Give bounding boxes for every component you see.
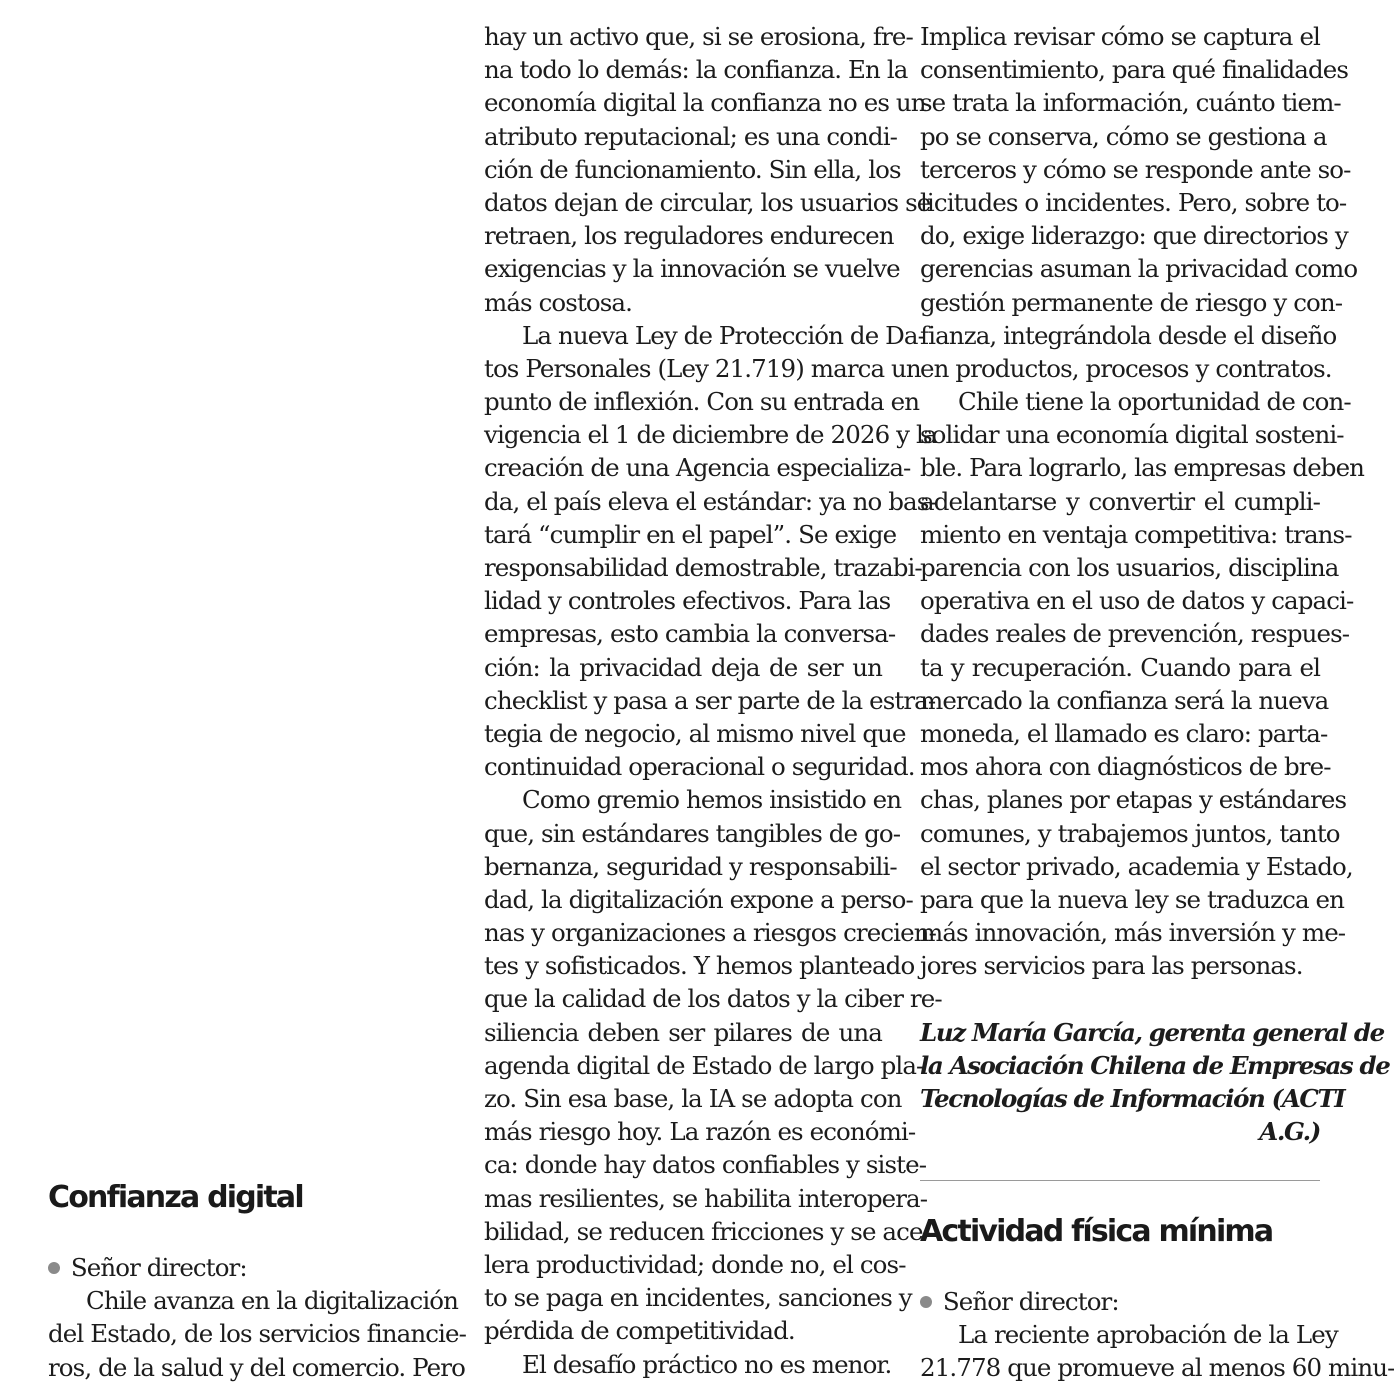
salutation-text: Señor director:	[70, 1253, 247, 1282]
text-line: se trata la información, cuánto tiem-	[920, 88, 1341, 118]
text-line: parencia con los usuarios, disciplina	[920, 553, 1339, 582]
text-line: to se paga en incidentes, sanciones y	[484, 1283, 912, 1313]
text-line: vigencia el 1 de diciembre de 2026 y la	[484, 420, 937, 450]
text-line: comunes, y trabajemos juntos, tanto	[920, 818, 1340, 848]
text-line: ción de funcionamiento. Sin ella, los	[484, 154, 901, 184]
text-line: pérdida de competitividad.	[484, 1316, 795, 1346]
spacer	[920, 982, 1320, 1015]
text-line: zo. Sin esa base, la IA se adopta con	[484, 1084, 902, 1113]
text-line: lera productividad; donde no, el cos-	[484, 1249, 906, 1279]
text-line: continuidad operacional o seguridad.	[484, 752, 915, 782]
letter-title-confianza-digital: Confianza digital	[48, 1180, 303, 1215]
letter1-column-2	[484, 20, 942, 1381]
text-line: Chile avanza en la digitalización	[86, 1286, 458, 1316]
text-line: bernanza, seguridad y responsabili-	[484, 851, 897, 881]
text-line: checklist y pasa a ser parte de la estra-	[484, 685, 936, 715]
text-line: chas, planes por etapas y estándares	[920, 785, 1347, 815]
text-line: adelantarse y convertir el cumpli-	[920, 486, 1320, 516]
text-line: más innovación, más inversión y me-	[920, 918, 1346, 948]
text-line: mercado la confianza será la nueva	[920, 685, 1329, 715]
letter-title-actividad-fisica: Actividad física mínima	[920, 1214, 1273, 1249]
text-line: bilidad, se reducen fricciones y se ace-	[484, 1216, 930, 1246]
letter1-column-3	[920, 20, 1390, 1148]
text-line: responsabilidad demostrable, trazabi-	[484, 553, 922, 582]
text-line: licitudes o incidentes. Pero, sobre to-	[920, 187, 1347, 217]
salutation	[920, 1285, 1320, 1318]
text-line: mos ahora con diagnósticos de bre-	[920, 752, 1331, 782]
text-line: dades reales de prevención, respues-	[920, 619, 1350, 649]
text-line: para que la nueva ley se traduzca en	[920, 884, 1345, 914]
text-line: gestión permanente de riesgo y con-	[920, 287, 1343, 317]
text-line: El desafío práctico no es menor.	[522, 1349, 892, 1379]
salutation	[48, 1251, 446, 1284]
text-line: ca: donde hay datos confiables y siste-	[484, 1150, 927, 1180]
text-line: lidad y controles efectivos. Para las	[484, 586, 891, 616]
text-line: operativa en el uso de datos y capaci-	[920, 586, 1354, 616]
text-line: dad, la digitalización expone a perso-	[484, 884, 913, 914]
text-line: miento en ventaja competitiva: trans-	[920, 519, 1352, 549]
text-line: 21.778 que promueve al menos 60 minu-	[920, 1353, 1394, 1383]
text-line: solidar una economía digital sosteni-	[920, 420, 1344, 450]
text-line: el sector privado, academia y Estado,	[920, 851, 1353, 881]
text-line: en productos, procesos y contratos.	[920, 353, 1332, 383]
text-line: empresas, esto cambia la conversa-	[484, 619, 896, 649]
text-line: creación de una Agencia especializa-	[484, 453, 911, 483]
text-line: ble. Para lograrlo, las empresas deben	[920, 453, 1365, 483]
signature-line: Luz María García, gerenta general de	[920, 1017, 1384, 1047]
text-line: da, el país eleva el estándar: ya no bas-	[484, 486, 936, 516]
signature-line: la Asociación Chilena de Empresas de	[920, 1050, 1390, 1080]
text-line: na todo lo demás: la confianza. En la	[484, 55, 908, 85]
text-line: Como gremio hemos insistido en	[522, 785, 902, 815]
salutation-text: Señor director:	[942, 1287, 1119, 1316]
signature-line: A.G.)	[1259, 1117, 1320, 1147]
text-line: punto de inflexión. Con su entrada en	[484, 387, 920, 417]
text-line: que la calidad de los datos y la ciber re-	[484, 984, 942, 1014]
text-line: agenda digital de Estado de largo pla-	[484, 1050, 924, 1080]
text-line: siliencia deben ser pilares de una	[484, 1017, 882, 1047]
text-line: tes y sofisticados. Y hemos planteado	[484, 951, 915, 981]
letter2-column	[920, 1285, 1394, 1385]
text-line: más riesgo hoy. La razón es económi-	[484, 1117, 916, 1147]
text-line: La nueva Ley de Protección de Da-	[522, 320, 926, 350]
text-line: atributo reputacional; es una condi-	[484, 121, 898, 151]
text-line: ros, de la salud y del comercio. Pero	[48, 1352, 465, 1382]
text-line: nas y organizaciones a riesgos crecien-	[484, 918, 936, 948]
text-line: exigencias y la innovación se vuelve	[484, 254, 900, 284]
signature-line: Tecnologías de Información (ACTI	[920, 1084, 1345, 1113]
text-line: ción: la privacidad deja de ser un	[484, 652, 882, 682]
text-line: que, sin estándares tangibles de go-	[484, 818, 901, 848]
text-line: Implica revisar cómo se captura el	[920, 22, 1320, 51]
text-line: tará “cumplir en el papel”. Se exige	[484, 519, 897, 549]
text-line: po se conserva, cómo se gestiona a	[920, 121, 1327, 151]
text-line: economía digital la confianza no es un	[484, 88, 926, 118]
text-line: ta y recuperación. Cuando para el	[920, 652, 1320, 682]
text-line: do, exige liderazgo: que directorios y	[920, 221, 1348, 251]
text-line: tegia de negocio, al mismo nivel que	[484, 718, 906, 748]
text-line: tos Personales (Ley 21.719) marca un	[484, 353, 921, 383]
divider	[920, 1180, 1320, 1181]
text-line: fianza, integrándola desde el diseño	[920, 320, 1337, 350]
text-line: del Estado, de los servicios financie-	[48, 1319, 466, 1349]
text-line: hay un activo que, si se erosiona, fre-	[484, 22, 913, 51]
text-line: retraen, los reguladores endurecen	[484, 221, 894, 251]
text-line: moneda, el llamado es claro: parta-	[920, 718, 1328, 748]
letter1-column-1	[48, 1251, 466, 1384]
text-line: consentimiento, para qué finalidades	[920, 55, 1349, 85]
text-line: Chile tiene la oportunidad de con-	[958, 387, 1351, 417]
text-line: terceros y cómo se responde ante so-	[920, 154, 1351, 184]
text-line: datos dejan de circular, los usuarios se	[484, 187, 931, 217]
text-line: mas resilientes, se habilita interopera-	[484, 1183, 928, 1213]
text-line: jores servicios para las personas.	[920, 951, 1303, 981]
text-line: más costosa.	[484, 287, 633, 317]
text-line: La reciente aprobación de la Ley	[958, 1320, 1338, 1350]
text-line: gerencias asuman la privacidad como	[920, 254, 1358, 284]
